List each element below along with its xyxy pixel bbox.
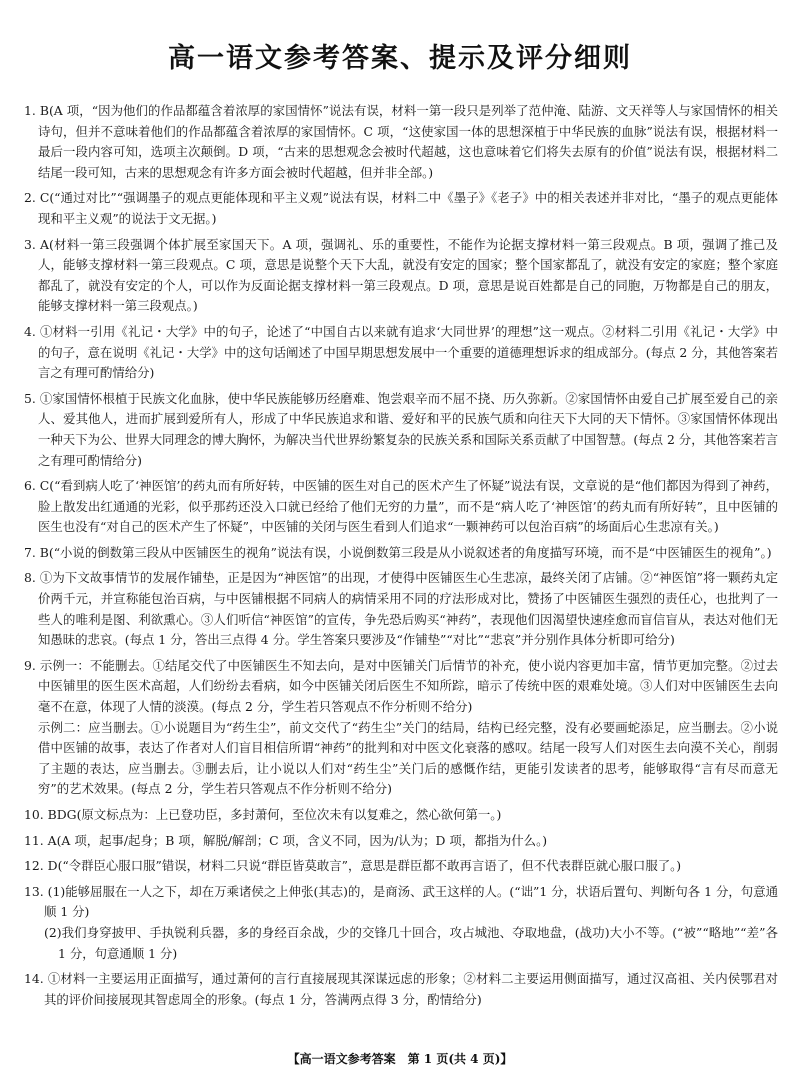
page-title: 高一语文参考答案、提示及评分细则 xyxy=(168,43,632,74)
answer-item-9-example-2: 示例二：应当删去。①小说题目为“药生尘”，前文交代了“药生尘”关门的结局，结构已经完整，没有必要画蛇添足，应当删去。②小说借中医铺的故事，表达了作者对人们盲目相信所谓“神药”的批判和对中医文化衰落的感叹。结尾一段写人们对医生去向漠不关心，削弱了主题的表达，应当删去。③删去后，让小说以人们对“药生尘”关门后的感慨作结，更能引发读者的思考，能够取得“言有尽而意无穷”的艺术效果。(每点 2 分，学生若只答观点不作分析则不给分) xyxy=(38,719,778,797)
answer-item-14: 14. ①材料一主要运用正面描写，通过萧何的言行直接展现其深谋远虑的形象；②材料二主要运用侧面描写，通过汉高祖、关内侯鄂君对其的评价间接展现其智虑周全的形象。(每点 1 分，答满两点得 3 分，酌情给分) xyxy=(24,971,778,1007)
answer-item-11: 11. A(A 项，起事/起身；B 项，解脱/解剖；C 项，含义不同，因为/认为；D 项，都指为什么。) xyxy=(24,832,548,848)
answer-item-10: 10. BDG(原文标点为：上已登功臣，多封萧何，至位次未有以复难之，然心欲何第一。) xyxy=(24,807,502,822)
answer-item-12: 12. D(“令群臣心服口服”错误，材料二只说“群臣皆莫敢言”，意思是群臣都不敢再言语了，但不代表群臣就心服口服了。) xyxy=(24,858,682,874)
answer-item-1: 1. B(A 项，“因为他们的作品都蕴含着浓厚的家国情怀”说法有误，材料一第一段只是列举了范仲淹、陆游、文天祥等人与家国情怀的相关诗句，但并不意味着他们的作品都蕴含着浓厚的家国情怀。C 项，“这使家国一体的思想深植于中华民族的血脉”说法有误，根据材料一最后一段内容可知，选项主次颠倒。D 项，“古来的思想观念会被时代超越，这也意味着它们将失去原有的价值”说法有误，根据材料二结尾一段可知，古来的思想观念有许多方面会被时代超越，但并非全部。) xyxy=(24,103,778,180)
answer-item-5: 5. ①家国情怀根植于民族文化血脉，使中华民族能够历经磨难、饱尝艰辛而不屈不挠、历久弥新。②家国情怀由爱自己扩展至爱自己的亲人、爱其他人，进而扩展到爱所有人，形成了中华民族追求和谐、爱好和平的民族气质和向往天下大同的天下情怀。③家国情怀体现出一种天下为公、世界大同理念的博大胸怀，为解决当代世界纷繁复杂的民族关系和国际关系贡献了中国智慧。(每点 2 分，其他答案若言之有理可酌情给分) xyxy=(24,390,778,468)
answer-item-8: 8. ①为下文故事情节的发展作铺垫，正是因为“神医馆”的出现，才使得中医铺医生心生悲凉，最终关闭了店铺。②“神医馆”将一颗药丸定价两千元，并宣称能包治百病，与中医铺根据不同病人的病情采用不同的疗法形成对比，赞扬了中医铺医生强烈的责任心，也批判了一些人的唯利是图、利欲熏心。③人们听信“神医馆”的宣传，争先恐后购买“神药”，表现他们因渴望快速痊愈而盲信盲从，表达对他们无知愚昧的悲哀。(每点 1 分，答出三点得 4 分。学生答案只要涉及“作铺垫”“对比”“悲哀”并分别作具体分析即可给分) xyxy=(24,570,778,648)
answer-item-9: 9. 示例一：不能删去。①结尾交代了中医铺医生不知去向，是对中医铺关门后情节的补充，使小说内容更加丰富，情节更加完整。②过去中医铺里的医生医术高超，人们纷纷去看病，如今中医铺关闭后医生不知所踪，暗示了传统中医的艰难处境。③人们对中医铺医生去向毫不在意，体现了人情的淡漠。(每点 2 分，学生若只答观点不作分析则不给分) xyxy=(24,657,778,715)
answer-item-2: 2. C(“通过对比”“强调墨子的观点更能体现和平主义观”说法有误，材料二中《墨子》《老子》中的相关表述并非对比，“墨子的观点更能体现和平主义观”的说法于文无据。) xyxy=(24,190,778,226)
answer-item-7: 7. B(“小说的倒数第三段从中医铺医生的视角”说法有误，小说倒数第三段是从小说叙述者的角度描写环境，而不是“中医铺医生的视角”。) xyxy=(24,544,772,560)
page-footer: 【高一语文参考答案 第 1 页(共 4 页)】 xyxy=(287,1052,513,1066)
answer-item-3: 3. A(材料一第三段强调个体扩展至家国天下。A 项，强调礼、乐的重要性，不能作为论据支撑材料一第三段观点。B 项，强调了推己及人，能够支撑材料一第三段观点。C 项，意思是说整个天下大乱，就没有安定的国家；整个国家都乱了，就没有安定的家庭；整个家庭都乱了，就没有安定的个人，可以作为反面论据支撑材料一第三段观点。D 项，意思是说百姓都是自己的同胞，万物都是自己的朋友，能够支撑材料一第三段观点。) xyxy=(24,236,778,314)
answer-list xyxy=(24,101,778,1015)
answer-item-4: 4. ①材料一引用《礼记・大学》中的句子，论述了“中国自古以来就有追求‘大同世界’的理想”这一观点。②材料二引用《礼记・大学》中的句子，意在说明《礼记・大学》中的这句话阐述了中国早期思想发展中一个重要的道德理想诉求的组成部分。(每点 2 分，其他答案若言之有理可酌情给分) xyxy=(24,323,778,381)
answer-item-6: 6. C(“看到病人吃了‘神医馆’的药丸而有所好转，中医铺的医生对自己的医术产生了怀疑”说法有误，文章说的是“他们都因为得到了神药，脸上散发出红通通的光彩，似乎那药还没入口就已经给了他们无穷的力量”，而不是“病人吃了‘神医馆’的药丸而有所好转”，且中医铺的医生也没有“对自己的医术产生了怀疑”，中医铺的关闭与医生看到人们追求“一颗神药可以包治百病”的场面后心生悲凉有关。) xyxy=(24,478,778,535)
answer-item-13-part-1: 13. (1)能够屈服在一人之下，却在万乘诸侯之上伸张(其志)的，是商汤、武王这样的人。(“诎”1 分，状语后置句、判断句各 1 分，句意通顺 1 分) xyxy=(24,883,778,920)
answer-item-13-part-2: (2)我们身穿披甲、手执锐利兵器，多的身经百余战，少的交锋几十回合，攻占城池、夺取地盘，(战功)大小不等。(“被”“略地”“差”各 1 分，句意通顺 1 分) xyxy=(44,924,778,961)
